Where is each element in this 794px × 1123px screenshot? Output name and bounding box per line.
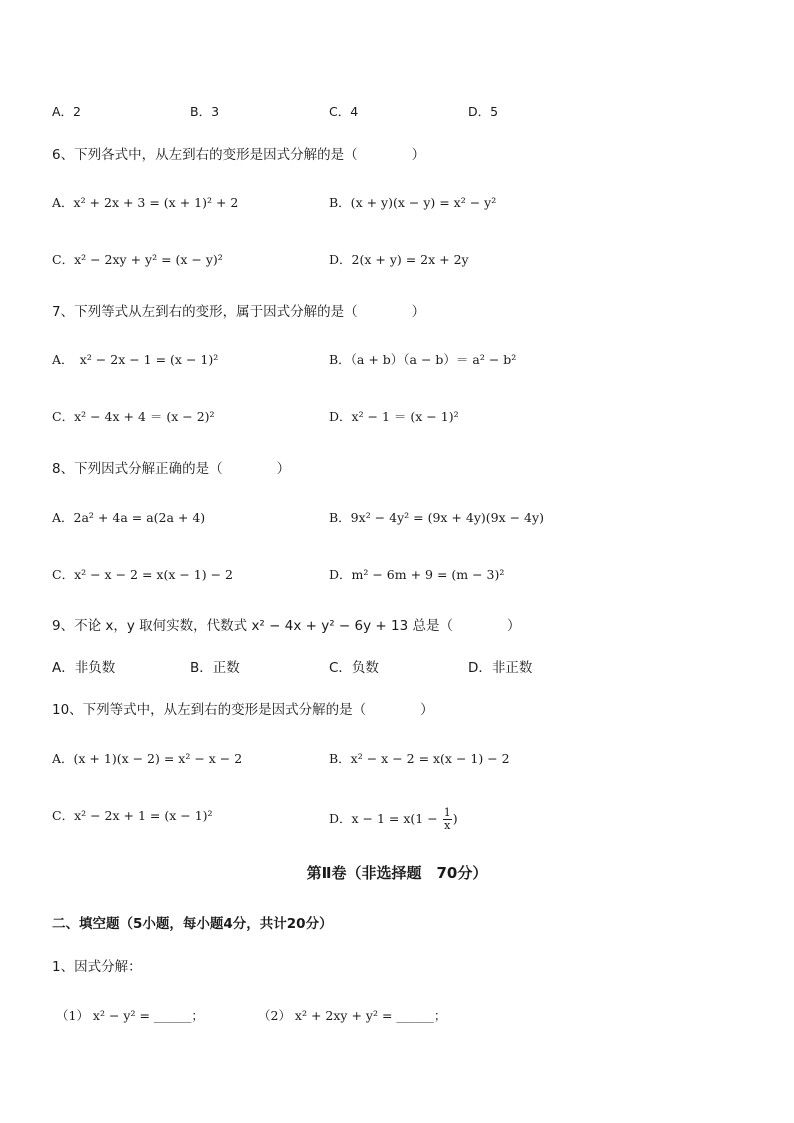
q10-option-a: A．(x + 1)(x − 2) = x² − x − 2	[52, 751, 243, 766]
part-2-title: 二、填空题（5小题，每小题4分，共计20分）	[52, 916, 333, 932]
q10-option-d-main: D．x − 1 = x(1 −	[329, 811, 438, 826]
section-2-title: 第Ⅱ卷（非选择题 70分）	[306, 864, 488, 882]
q8-option-b: B．9x² − 4y² = (9x + 4y)(9x − 4y)	[329, 510, 544, 525]
q10-option-d-close: )	[452, 811, 458, 826]
q5-option-a: A．2	[52, 104, 82, 119]
q5-option-d: D．5	[468, 104, 499, 119]
q10-stem: 10、下列等式中，从左到右的变形是因式分解的是（ ）	[52, 702, 434, 718]
q10-option-d	[329, 807, 458, 832]
q8-option-a: A．2a² + 4a = a(2a + 4)	[52, 510, 206, 525]
q10-option-c: C．x² − 2x + 1 = (x − 1)²	[52, 808, 213, 823]
q6-option-a: A．x² + 2x + 3 = (x + 1)² + 2	[52, 195, 239, 210]
q9-option-b: B．正数	[190, 660, 240, 676]
q9-stem: 9、不论 x，y 取何实数，代数式 x² − 4x + y² − 6y + 13 总是（ ）	[52, 618, 521, 634]
q9-option-d: D．非正数	[468, 660, 533, 676]
q8-stem: 8、下列因式分解正确的是（ ）	[52, 461, 291, 477]
q6-option-b: B．(x + y)(x − y) = x² − y²	[329, 195, 497, 210]
fill1-sub1: （1） x² − y² = ______；	[56, 1008, 204, 1023]
q7-option-d: D．x² − 1 ＝ (x − 1)²	[329, 409, 459, 424]
q6-option-d: D．2(x + y) = 2x + 2y	[329, 252, 469, 267]
q6-stem: 6、下列各式中，从左到右的变形是因式分解的是（ ）	[52, 147, 426, 163]
q10-option-d-fraction	[443, 807, 452, 832]
q7-option-c: C．x² − 4x + 4 ＝ (x − 2)²	[52, 409, 215, 424]
fraction-numerator: 1	[443, 806, 451, 819]
fill1-sub2: （2） x² + 2xy + y² = ______；	[258, 1008, 447, 1023]
q8-option-c: C．x² − x − 2 = x(x − 1) − 2	[52, 567, 233, 582]
q9-option-a: A．非负数	[52, 660, 116, 676]
q9-option-c: C．负数	[329, 660, 379, 676]
q7-stem: 7、下列等式从左到右的变形，属于因式分解的是（ ）	[52, 304, 426, 320]
q10-option-b: B．x² − x − 2 = x(x − 1) − 2	[329, 751, 510, 766]
q7-option-b: B．（a + b）（a − b）＝ a² − b²	[329, 352, 517, 367]
fill1-stem: 1、因式分解：	[52, 959, 142, 975]
q5-option-c: C．4	[329, 104, 359, 119]
q7-option-a: A． x² − 2x − 1 = (x − 1)²	[52, 352, 219, 367]
q5-option-b: B．3	[190, 104, 220, 119]
q8-option-d: D．m² − 6m + 9 = (m − 3)²	[329, 567, 505, 582]
fraction-denominator: x	[444, 819, 451, 832]
q6-option-c: C．x² − 2xy + y² = (x − y)²	[52, 252, 223, 267]
